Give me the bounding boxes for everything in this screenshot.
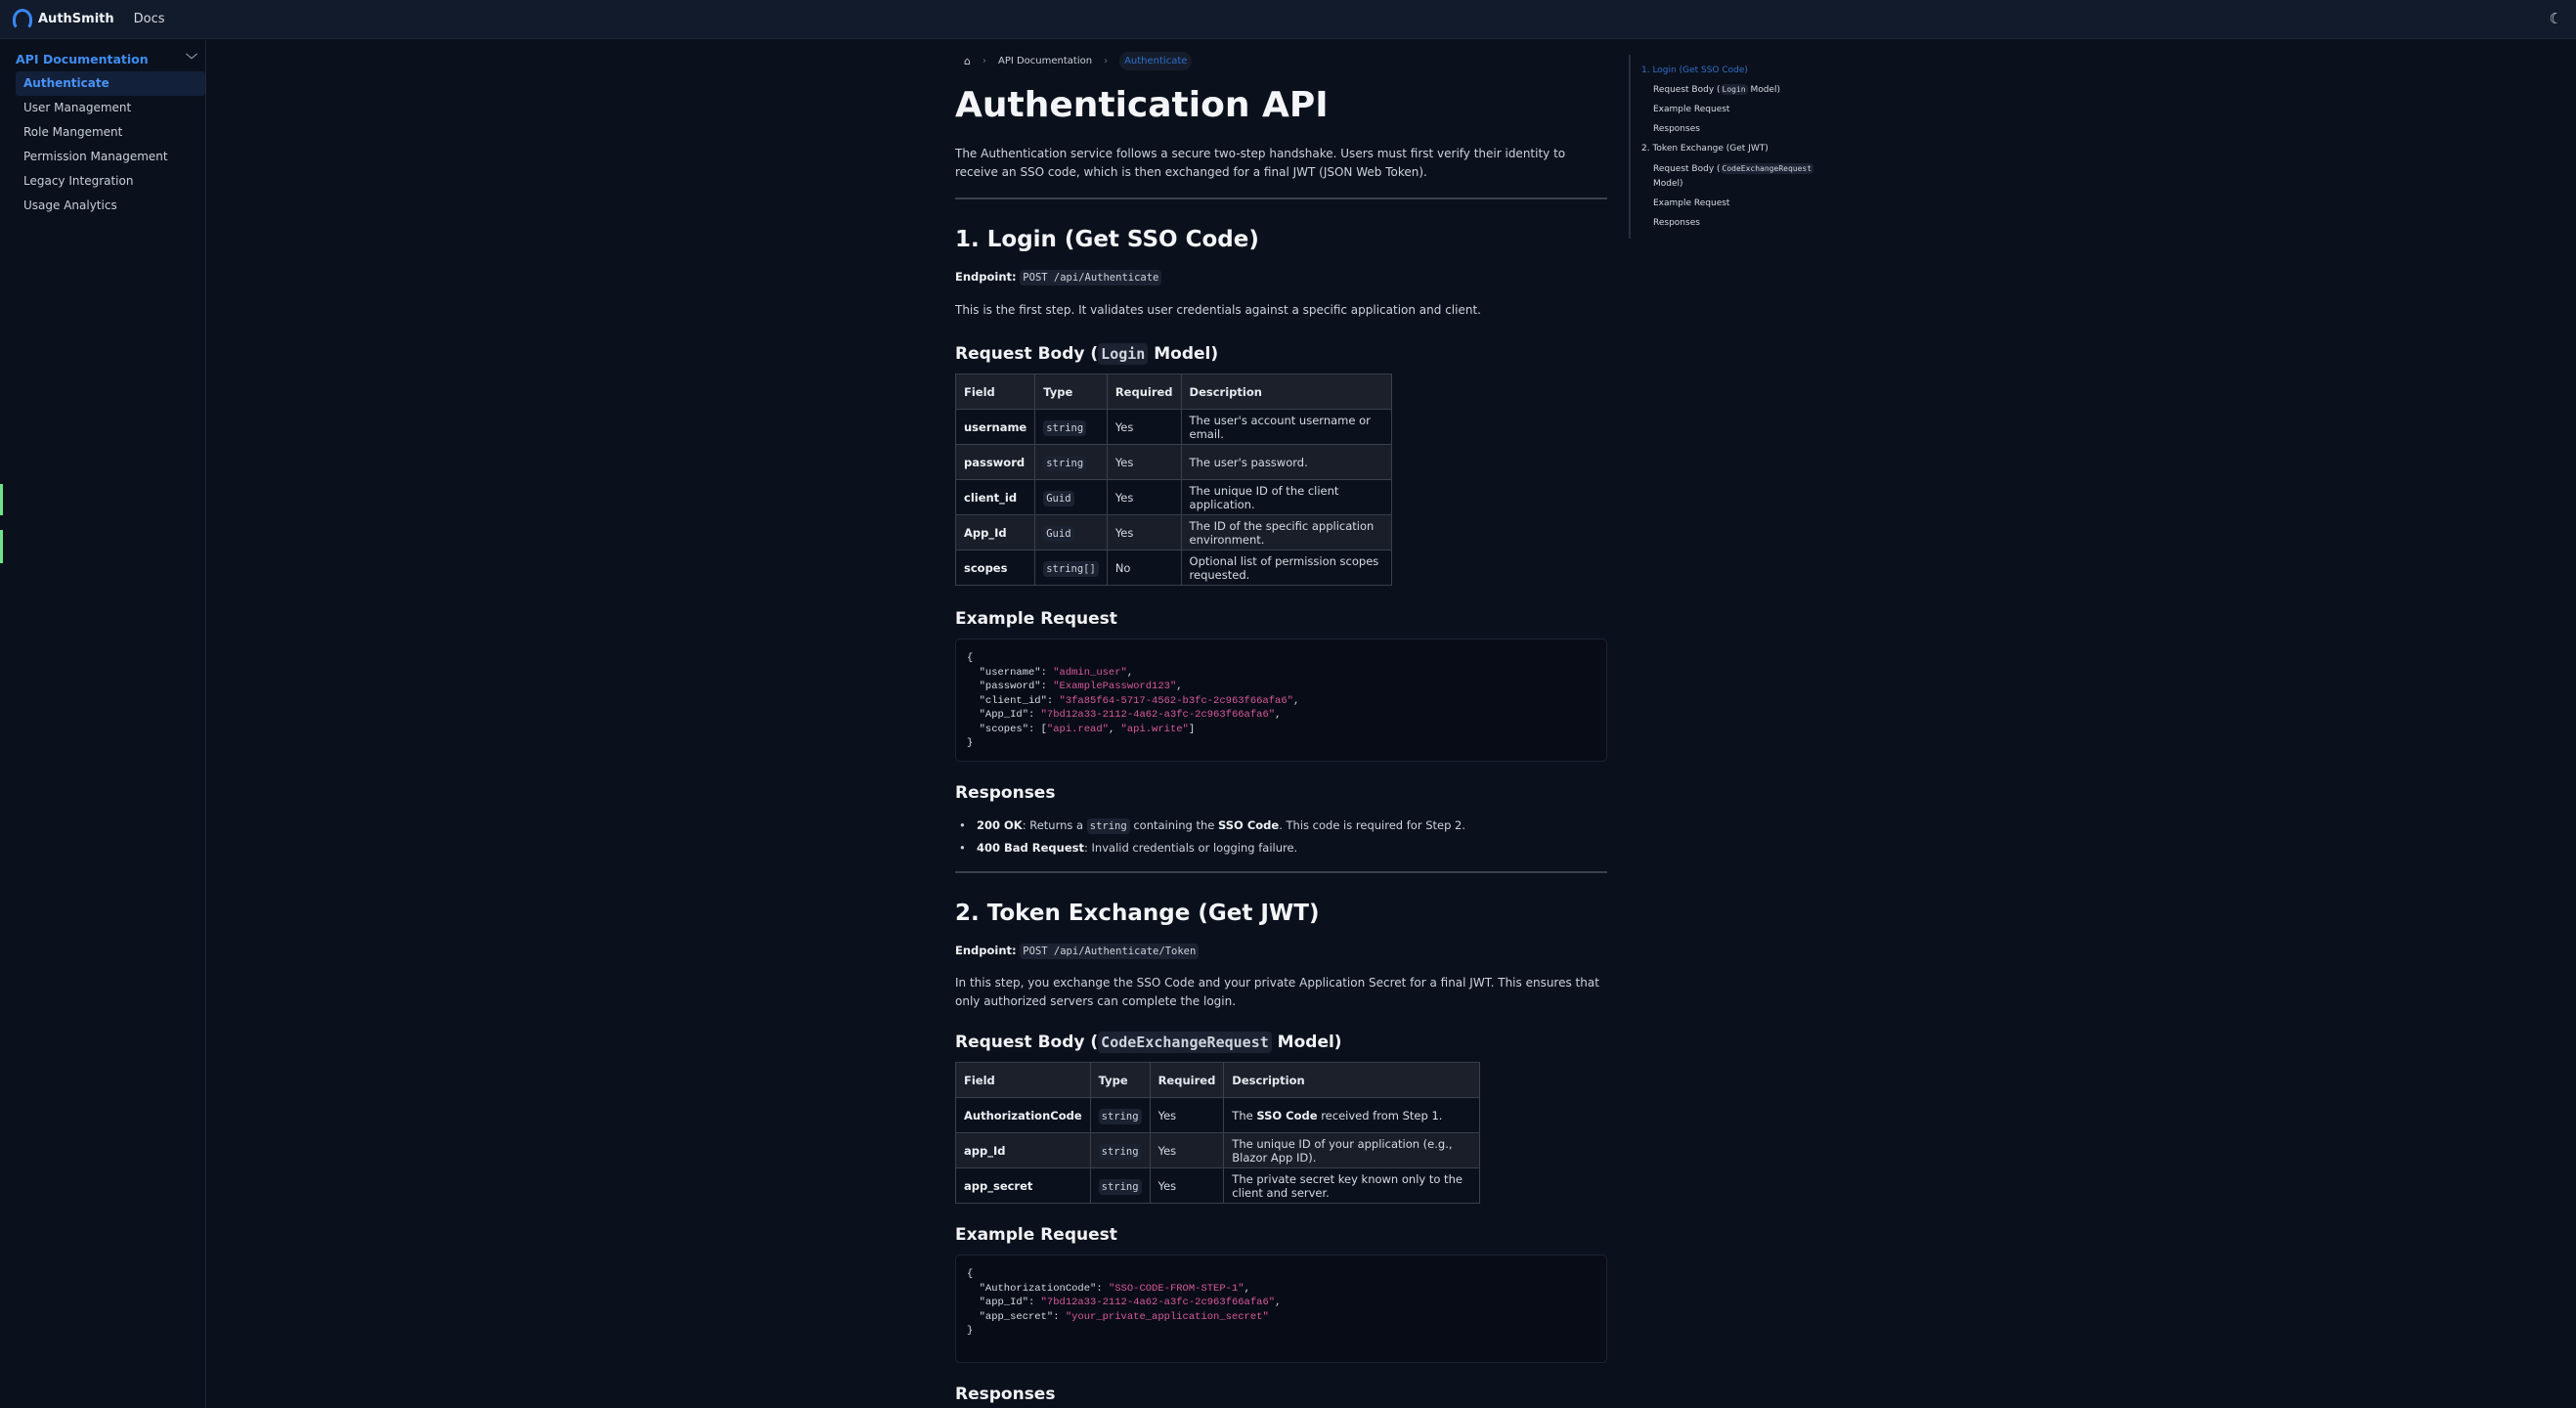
toc-item[interactable]: Request Body ( Login Model) bbox=[1653, 85, 1781, 95]
field-required: Yes bbox=[1107, 445, 1181, 480]
breadcrumb-current: Authenticate bbox=[1119, 52, 1192, 70]
field-name: App_Id bbox=[956, 515, 1035, 550]
main-content bbox=[955, 40, 1607, 1406]
sidebar-item-usage-analytics[interactable]: Usage Analytics bbox=[23, 198, 117, 212]
field-description: Optional list of permission scopes requested. bbox=[1181, 550, 1391, 586]
list-item: • 400 Bad Request: Invalid credentials or logging failure. bbox=[955, 837, 1607, 858]
sidebar-item-role-management[interactable]: Role Mangement bbox=[23, 125, 123, 139]
divider bbox=[955, 198, 1607, 199]
intro-paragraph: The Authentication service follows a secure two-step handshake. Users must first verify their identity to receive an SSO code, which is then exchanged for a final JWT (JSON Web Token). bbox=[955, 147, 1566, 179]
table-of-contents bbox=[1629, 55, 1824, 239]
edge-marker bbox=[0, 530, 3, 563]
section-token-heading: 2. Token Exchange (Get JWT) bbox=[955, 901, 1320, 926]
field-description: The ID of the specific application environment. bbox=[1181, 515, 1391, 550]
field-required: No bbox=[1107, 550, 1181, 586]
field-required: Yes bbox=[1107, 480, 1181, 515]
edge-marker bbox=[0, 484, 3, 515]
endpoint-code: POST /api/Authenticate/Token bbox=[1020, 944, 1199, 959]
example-request-heading: Example Request bbox=[955, 609, 1117, 629]
table-header-row: Field Type Required Description bbox=[956, 1063, 1480, 1098]
brand-name[interactable]: AuthSmith bbox=[38, 12, 114, 26]
responses-list bbox=[955, 814, 1607, 858]
table-row bbox=[956, 410, 1392, 445]
sidebar bbox=[0, 40, 206, 1408]
toc-item[interactable]: 1. Login (Get SSO Code) bbox=[1641, 66, 1748, 75]
field-name: client_id bbox=[956, 480, 1035, 515]
table-header-row: Field Type Required Description bbox=[956, 374, 1392, 410]
field-name: password bbox=[956, 445, 1035, 480]
endpoint-code: POST /api/Authenticate bbox=[1020, 270, 1161, 286]
table-row bbox=[956, 480, 1392, 515]
sidebar-section-api-documentation[interactable] bbox=[16, 49, 197, 68]
top-bar bbox=[0, 0, 2576, 39]
responses-heading: Responses bbox=[955, 783, 1056, 803]
sidebar-item-permission-management[interactable]: Permission Management bbox=[23, 150, 168, 163]
field-type: Guid bbox=[1035, 515, 1108, 550]
field-name: AuthorizationCode bbox=[956, 1098, 1091, 1133]
chevron-down-icon[interactable]: ﹀ bbox=[185, 52, 197, 66]
section-label: API Documentation bbox=[16, 51, 149, 66]
field-name: username bbox=[956, 410, 1035, 445]
chevron-right-icon: › bbox=[1104, 55, 1109, 66]
moon-icon[interactable]: ☾ bbox=[2549, 10, 2562, 27]
toc-item[interactable]: Example Request bbox=[1653, 105, 1730, 114]
field-type: Guid bbox=[1035, 480, 1108, 515]
sidebar-item-legacy-integration[interactable]: Legacy Integration bbox=[23, 174, 134, 188]
page-title: Authentication API bbox=[955, 85, 1329, 125]
toc-item[interactable]: Request Body ( CodeExchangeRequest Model) bbox=[1653, 164, 1812, 189]
home-icon[interactable]: ⌂ bbox=[964, 54, 971, 67]
table-row bbox=[956, 550, 1392, 586]
field-description: The user's account username or email. bbox=[1181, 410, 1391, 445]
table-row bbox=[956, 445, 1392, 480]
request-body-heading: Request Body ( CodeExchangeRequest Model) bbox=[955, 1033, 1342, 1052]
sidebar-item-authenticate[interactable]: Authenticate bbox=[16, 71, 205, 96]
toc-item[interactable]: Responses bbox=[1653, 218, 1700, 228]
field-required: Yes bbox=[1150, 1098, 1224, 1133]
logo-icon[interactable] bbox=[13, 9, 32, 30]
field-description: The private secret key known only to the client and server. bbox=[1224, 1168, 1480, 1204]
endpoint: Endpoint: POST /api/Authenticate/Token bbox=[955, 942, 1607, 961]
list-item: • 200 OK: Returns a string containing the SSO Code. This code is required for Step 2. bbox=[955, 814, 1607, 837]
field-required: Yes bbox=[1107, 410, 1181, 445]
responses-heading: Responses bbox=[955, 1385, 1056, 1404]
field-type: string bbox=[1090, 1168, 1150, 1204]
docs-link[interactable]: Docs bbox=[133, 12, 165, 26]
field-description: The unique ID of the client application. bbox=[1181, 480, 1391, 515]
section-description: In this step, you exchange the SSO Code and your private Application Secret for a final JWT. This ensures that only authorized servers can complete the login. bbox=[955, 976, 1599, 1008]
breadcrumb bbox=[955, 49, 1607, 72]
field-type: string bbox=[1035, 410, 1108, 445]
token-fields-table bbox=[955, 1062, 1480, 1204]
field-description: The user's password. bbox=[1181, 445, 1391, 480]
table-row bbox=[956, 1133, 1480, 1168]
endpoint: Endpoint: POST /api/Authenticate bbox=[955, 268, 1607, 287]
code-block[interactable]: { "AuthorizationCode": "SSO-CODE-FROM-STEP-1", "app_Id": "7bd12a33-2112-4a62-a3fc-2c963f66afa6", "app_secret": "your_private_application_secret" } bbox=[955, 1254, 1607, 1363]
divider bbox=[955, 871, 1607, 873]
field-required: Yes bbox=[1150, 1168, 1224, 1204]
sidebar-item-user-management[interactable]: User Management bbox=[23, 101, 132, 114]
section-description: This is the first step. It validates user credentials against a specific application and client. bbox=[955, 303, 1481, 317]
code-block[interactable]: { "username": "admin_user", "password": "ExamplePassword123", "client_id": "3fa85f64-5717-4562-b3fc-2c963f66afa6", "App_Id": "7bd12a33-2112-4a62-a3fc-2c963f66afa6", "scopes": ["api.read", "api.write"] } bbox=[955, 638, 1607, 762]
toc-item[interactable]: Example Request bbox=[1653, 198, 1730, 208]
login-fields-table bbox=[955, 374, 1392, 586]
table-row bbox=[956, 1098, 1480, 1133]
field-required: Yes bbox=[1107, 515, 1181, 550]
section-login-heading: 1. Login (Get SSO Code) bbox=[955, 227, 1259, 252]
toc-item[interactable]: Responses bbox=[1653, 124, 1700, 134]
field-name: scopes bbox=[956, 550, 1035, 586]
chevron-right-icon: › bbox=[982, 55, 986, 66]
table-row bbox=[956, 1168, 1480, 1204]
field-type: string bbox=[1035, 445, 1108, 480]
request-body-heading: Request Body ( Login Model) bbox=[955, 344, 1219, 364]
field-description: The unique ID of your application (e.g., Blazor App ID). bbox=[1224, 1133, 1480, 1168]
field-description: The SSO Code received from Step 1. bbox=[1224, 1098, 1480, 1133]
toc-item[interactable]: 2. Token Exchange (Get JWT) bbox=[1641, 144, 1768, 154]
field-type: string bbox=[1090, 1098, 1150, 1133]
field-type: string[] bbox=[1035, 550, 1108, 586]
field-type: string bbox=[1090, 1133, 1150, 1168]
field-required: Yes bbox=[1150, 1133, 1224, 1168]
example-request-heading: Example Request bbox=[955, 1225, 1117, 1245]
table-row bbox=[956, 515, 1392, 550]
field-name: app_Id bbox=[956, 1133, 1091, 1168]
breadcrumb-api-documentation[interactable]: API Documentation bbox=[997, 55, 1093, 66]
field-name: app_secret bbox=[956, 1168, 1091, 1204]
